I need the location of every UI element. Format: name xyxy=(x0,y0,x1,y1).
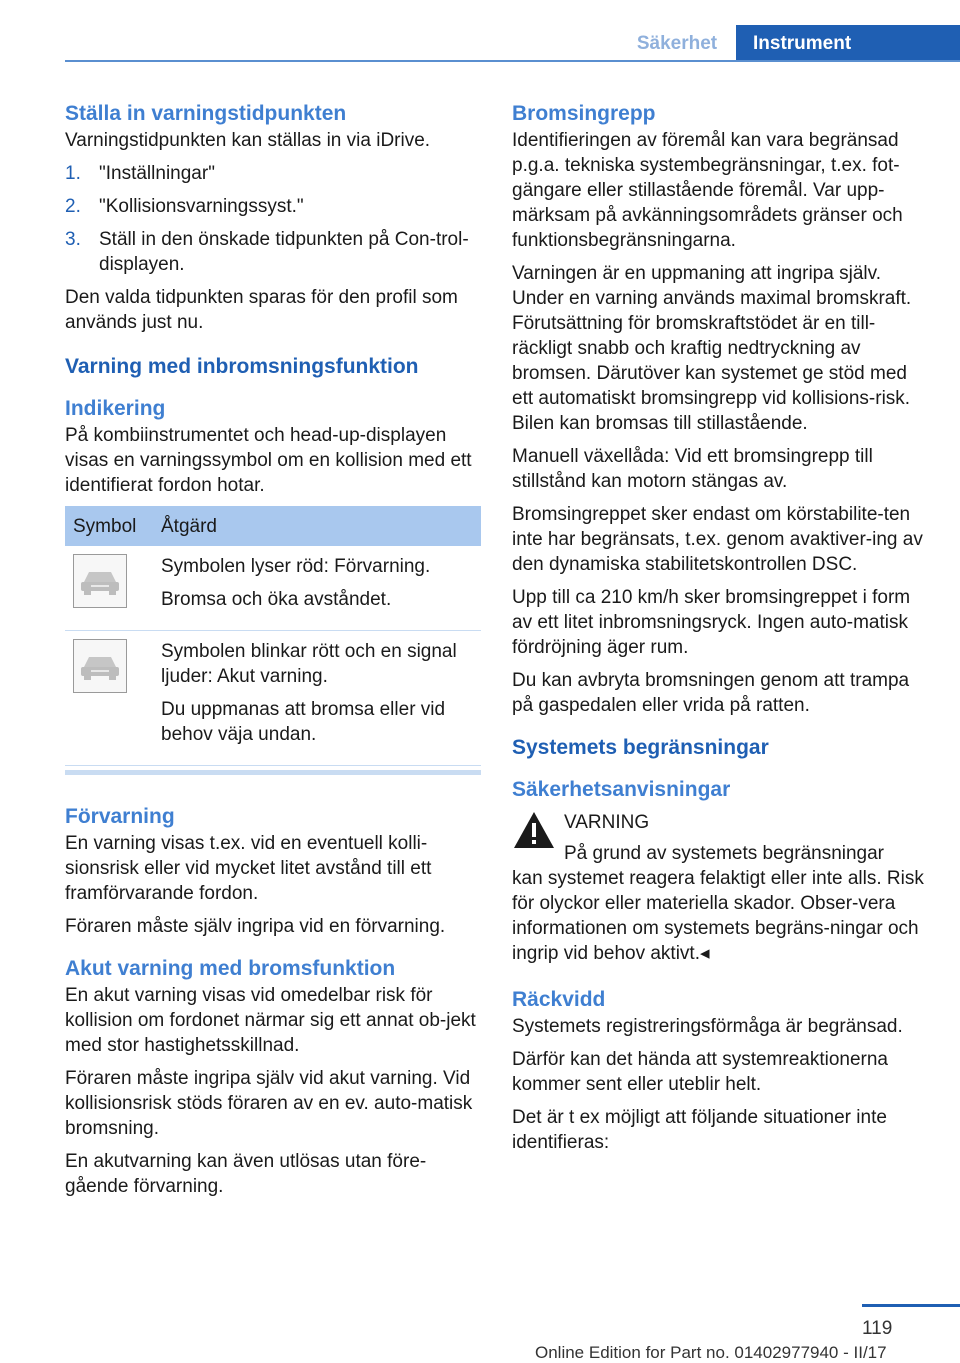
list-item xyxy=(65,227,481,277)
footer-divider xyxy=(862,1304,960,1307)
heading-rackvidd: Räckvidd xyxy=(512,988,606,1011)
table-row xyxy=(65,631,481,766)
heading-indikering: Indikering xyxy=(65,397,166,420)
left-column xyxy=(65,100,481,1207)
paragraph: Du kan avbryta bromsningen genom att trampa på gaspedalen eller vrida på ratten. xyxy=(512,670,910,716)
heading-sakerhetsanvisningar: Säkerhetsanvisningar xyxy=(512,778,731,801)
column-header-atgard: Åtgärd xyxy=(153,506,481,546)
footer-edition-note: Online Edition for Part no. 01402977940 - II/17 xyxy=(535,1343,887,1362)
warning-text: kan systemet reagera felaktigt eller inte alls. Risk för olyckor eller materiella skador. Obser-vera informationen om systemets begräns-ningar och ingrip vid behov aktivt.◂ xyxy=(512,868,924,964)
action-text: Symbolen blinkar rött och en signal ljuder: Akut varning. xyxy=(161,641,457,687)
symbol-cell xyxy=(65,631,153,766)
action-cell xyxy=(153,631,481,766)
paragraph: Föraren måste ingripa själv vid akut varning. Vid kollisionsrisk stöds föraren av en ev. auto-matisk bromsning. xyxy=(65,1068,473,1139)
heading-forvarning: Förvarning xyxy=(65,805,175,828)
paragraph: Föraren måste själv ingripa vid en förvarning. xyxy=(65,916,446,937)
tab-instrument[interactable]: Instrument xyxy=(736,25,960,62)
paragraph: Manuell växellåda: Vid ett bromsingrepp till stillstånd kan motorn stängas av. xyxy=(512,446,873,492)
car-warning-blinking-icon xyxy=(73,639,127,693)
list-item xyxy=(65,161,481,186)
warning-title: VARNING xyxy=(564,812,650,833)
paragraph: Bromsingreppet sker endast om körstabilite-ten inte har begränsats, t.ex. genom avaktiver-ing av den dynamiska stabilitetskontrollen DSC. xyxy=(512,504,923,575)
table-end-bar xyxy=(65,770,481,775)
heading-varning-inbromsning: Varning med inbromsningsfunktion xyxy=(65,355,419,378)
paragraph: Systemets registreringsförmåga är begränsad. xyxy=(512,1016,903,1037)
heading-bromsingrepp: Bromsingrepp xyxy=(512,102,656,125)
steps-list xyxy=(65,161,481,277)
action-text: Bromsa och öka avståndet. xyxy=(161,589,392,610)
paragraph: Därför kan det hända att systemreaktionerna kommer sent eller uteblir helt. xyxy=(512,1049,888,1095)
tab-sakerhet[interactable]: Säkerhet xyxy=(636,33,718,54)
step-number: 1. xyxy=(65,163,81,184)
symbol-table xyxy=(65,506,481,766)
table-row xyxy=(65,546,481,631)
paragraph: En akut varning visas vid omedelbar risk för kollision om fordonet närmar sig ett annat ob-jekt med stor hastighetsskillnad. xyxy=(65,985,476,1056)
warning-block xyxy=(512,810,930,866)
paragraph: Det är t ex möjligt att följande situationer inte identifieras: xyxy=(512,1107,887,1153)
step-text: Ställ in den önskade tidpunkten på Con-trol-displayen. xyxy=(99,229,469,275)
paragraph: En varning visas t.ex. vid en eventuell kolli-sionsrisk eller vid mycket litet avstånd till ett framförvarande fordon. xyxy=(65,833,432,904)
symbol-cell xyxy=(65,546,153,631)
warning-first-line: På grund av systemets begränsningar xyxy=(564,843,885,864)
paragraph: Upp till ca 210 km/h sker bromsingreppet i form av ett litet inbromsningsryck. Ingen auto-matisk fördröjning äger rum. xyxy=(512,587,911,658)
step-number: 3. xyxy=(65,229,81,250)
car-warning-icon xyxy=(73,554,127,608)
step-number: 2. xyxy=(65,196,81,217)
paragraph: Identifieringen av föremål kan vara begränsad p.g.a. tekniska systembegränsningar, t.ex. fot-gängare eller stillastående föremål. Var upp-märksam på avkänningsområdets gränser och funktionsbegränsningarna. xyxy=(512,130,903,251)
table-header xyxy=(65,506,481,546)
warning-triangle-icon xyxy=(512,810,556,850)
action-cell xyxy=(153,546,481,631)
column-header-symbol: Symbol xyxy=(65,506,153,546)
header-divider xyxy=(65,60,960,62)
paragraph: Den valda tidpunkten sparas för den profil som används just nu. xyxy=(65,287,458,333)
paragraph: Varningen är en uppmaning att ingripa själv. Under en varning används maximal bromskraft. Förutsättning för bromskraftstödet är en till-räckligt snabb och kraftig nedtryckning av bromsen. Därutöver kan systemet ge stöd med ett automatiskt bromsingrepp vid kollisions-risk. Bilen kan bromsas till stillastående. xyxy=(512,263,912,434)
heading-systemets-begransningar: Systemets begränsningar xyxy=(512,736,769,759)
right-column xyxy=(512,100,930,1163)
paragraph: På kombiinstrumentet och head-up-displayen visas en varningssymbol om en kollision med ett identifierat fordon hotar. xyxy=(65,425,472,496)
paragraph: En akutvarning kan även utlösas utan före-gående förvarning. xyxy=(65,1151,427,1197)
paragraph: Varningstidpunkten kan ställas in via iDrive. xyxy=(65,130,431,151)
step-text: "Inställningar" xyxy=(99,163,215,184)
heading-stalla-in: Ställa in varningstidpunkten xyxy=(65,102,347,125)
heading-akut-varning: Akut varning med bromsfunktion xyxy=(65,957,396,980)
action-text: Du uppmanas att bromsa eller vid behov väja undan. xyxy=(161,699,446,745)
step-text: "Kollisionsvarningssyst." xyxy=(99,196,304,217)
action-text: Symbolen lyser röd: Förvarning. xyxy=(161,556,431,577)
list-item xyxy=(65,194,481,219)
page-number: 119 xyxy=(862,1318,893,1339)
